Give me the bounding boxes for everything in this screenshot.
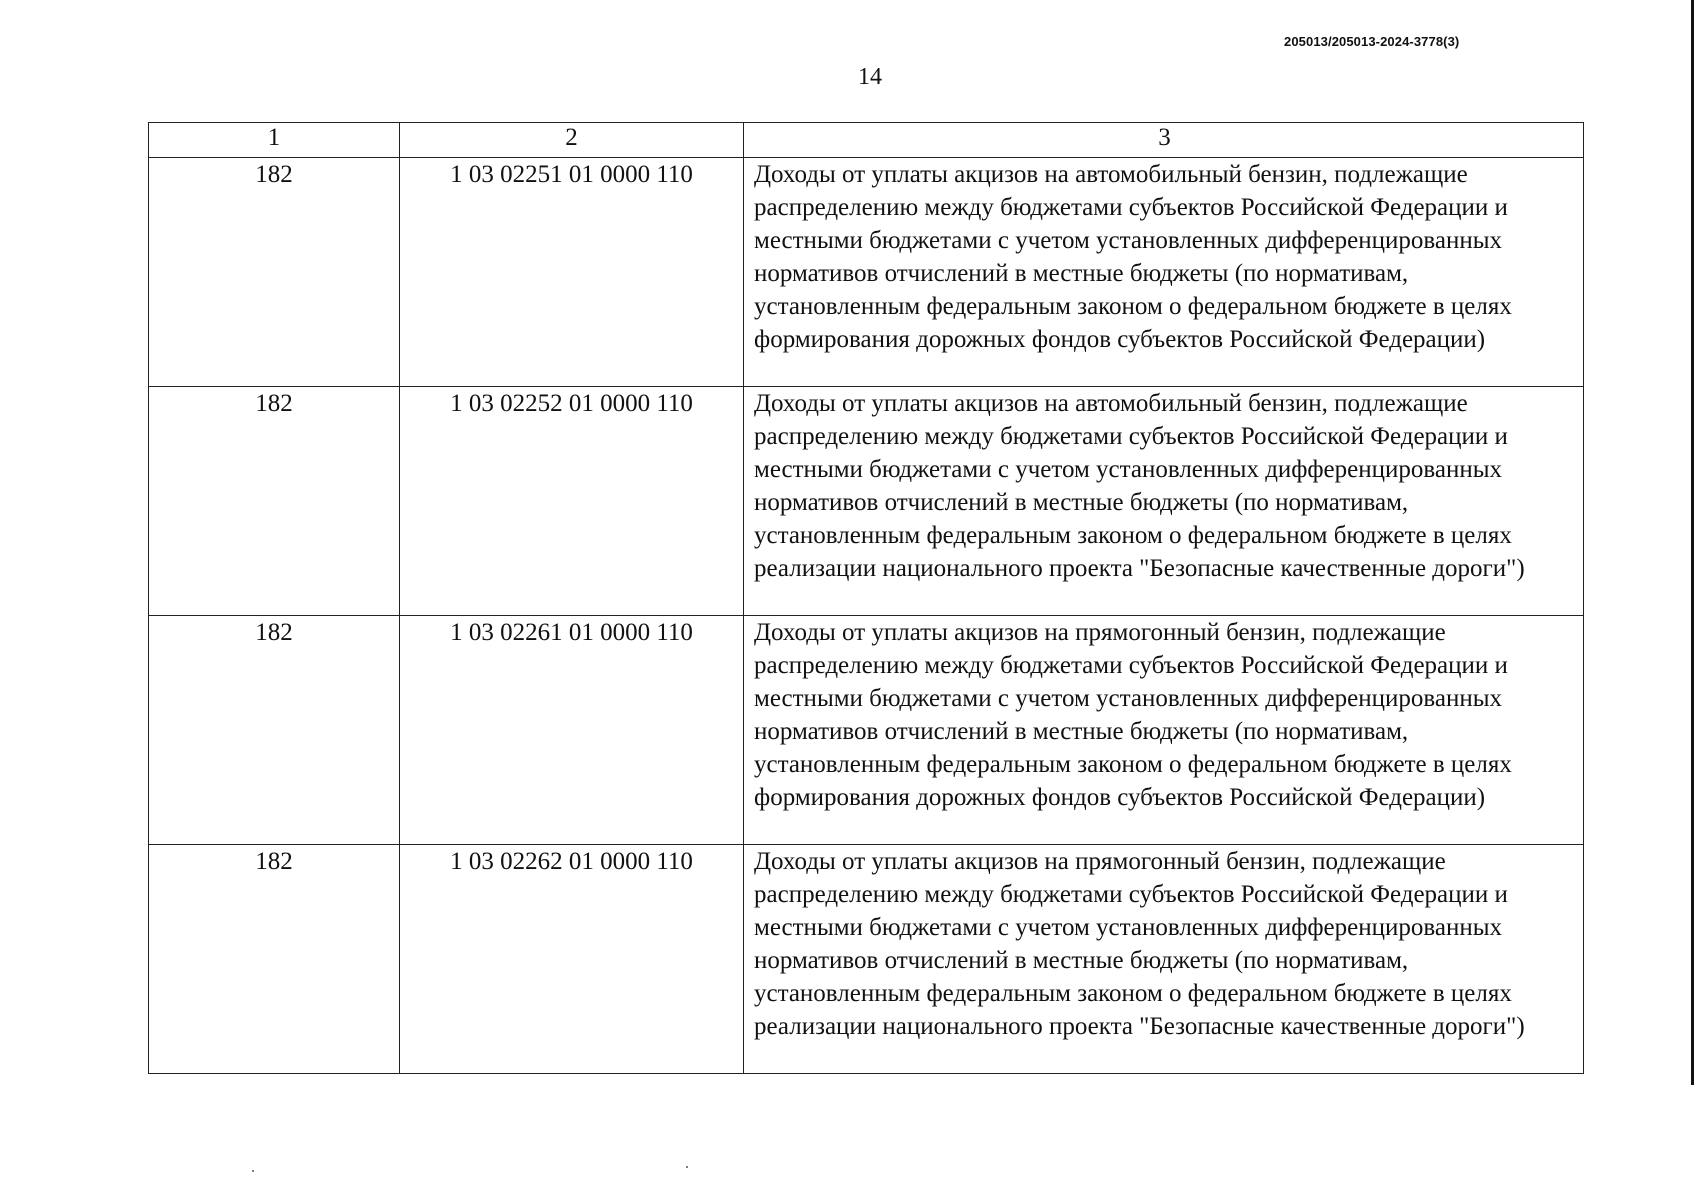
admin-code-cell: 182 — [149, 158, 400, 387]
description-cell — [744, 387, 1584, 616]
kbk-code-cell: 1 03 02261 01 0000 110 — [400, 616, 744, 845]
scan-edge-line — [1691, 0, 1694, 1085]
description-text: Доходы от уплаты акцизов на прямогонный бензин, подлежащие распределению между бюджетами субъектов Российской Федерации и местными бюджетами с учетом установленных дифференцированных нормативов отчислений в местные бюджеты (по нормативам, установленным федеральным законом о федеральном бюджете в целях реализации национального проекта "Безопасные качественные дороги") — [754, 848, 1525, 1040]
description-cell — [744, 845, 1584, 1074]
description-cell — [744, 158, 1584, 387]
header-cell-3: 3 — [744, 123, 1584, 158]
header-cell-1: 1 — [149, 123, 400, 158]
table-row — [149, 387, 1584, 616]
table-row — [149, 158, 1584, 387]
description-text: Доходы от уплаты акцизов на автомобильный бензин, подлежащие распределению между бюджетами субъектов Российской Федерации и местными бюджетами с учетом установленных дифференцированных нормативов отчислений в местные бюджеты (по нормативам, установленным федеральным законом о федеральном бюджете в целях формирования дорожных фондов субъектов Российской Федерации) — [754, 161, 1512, 353]
description-text: Доходы от уплаты акцизов на автомобильный бензин, подлежащие распределению между бюджетами субъектов Российской Федерации и местными бюджетами с учетом установленных дифференцированных нормативов отчислений в местные бюджеты (по нормативам, установленным федеральным законом о федеральном бюджете в целях реализации национального проекта "Безопасные качественные дороги") — [754, 390, 1525, 582]
admin-code-cell: 182 — [149, 845, 400, 1074]
kbk-code-cell: 1 03 02262 01 0000 110 — [400, 845, 744, 1074]
header-cell-2: 2 — [400, 123, 744, 158]
admin-code-cell: 182 — [149, 387, 400, 616]
kbk-code-cell: 1 03 02251 01 0000 110 — [400, 158, 744, 387]
table-header-row — [149, 123, 1584, 158]
scan-speck — [252, 1170, 254, 1172]
description-cell — [744, 616, 1584, 845]
admin-code-cell: 182 — [149, 616, 400, 845]
document-id: 205013/205013-2024-3778(3) — [1284, 34, 1460, 49]
table-row — [149, 845, 1584, 1074]
description-text: Доходы от уплаты акцизов на прямогонный бензин, подлежащие распределению между бюджетами субъектов Российской Федерации и местными бюджетами с учетом установленных дифференцированных нормативов отчислений в местные бюджеты (по нормативам, установленным федеральным законом о федеральном бюджете в целях формирования дорожных фондов субъектов Российской Федерации) — [754, 619, 1512, 811]
revenue-codes-table — [148, 122, 1584, 1074]
page-number: 14 — [858, 64, 882, 90]
scan-speck — [686, 1166, 688, 1168]
table-row — [149, 616, 1584, 845]
kbk-code-cell: 1 03 02252 01 0000 110 — [400, 387, 744, 616]
